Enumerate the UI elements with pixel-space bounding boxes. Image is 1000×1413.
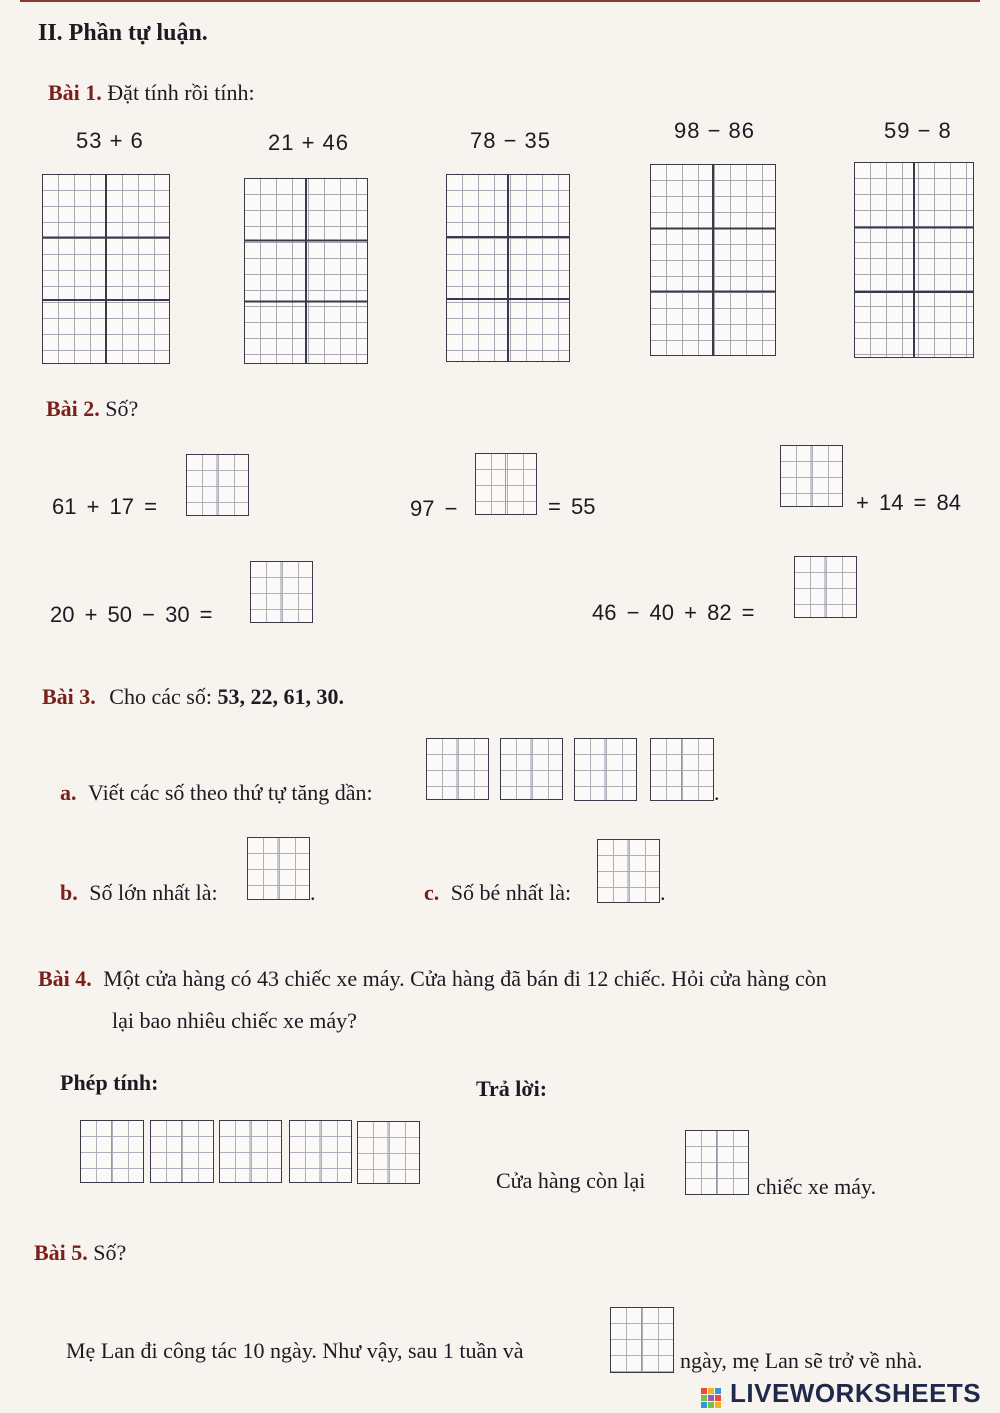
bai2-answer-box-1[interactable] — [186, 454, 249, 516]
bai1-text: Đặt tính rồi tính: — [107, 80, 255, 105]
bai1-work-grid-2[interactable] — [244, 178, 368, 364]
bai3-a-period: . — [714, 780, 720, 805]
bai2-label: Bài 2. — [46, 396, 100, 421]
section-title: II. Phần tự luận. — [38, 20, 208, 46]
bai4-calc-box-4[interactable] — [289, 1120, 352, 1183]
bai1-label: Bài 1. — [48, 80, 102, 105]
bai3-b-text: Số lớn nhất là: — [89, 880, 218, 905]
bai3-heading — [42, 684, 344, 710]
bai2-heading — [46, 396, 138, 422]
bai4-heading — [38, 966, 827, 992]
bai2-eq3-right: + 14 = 84 — [856, 490, 961, 515]
bai2-answer-box-4[interactable] — [250, 561, 313, 623]
bai3-text: Cho các số: — [109, 684, 212, 709]
bai1-problem-1: 53 + 6 — [76, 128, 144, 153]
bai1-work-grid-1[interactable] — [42, 174, 170, 364]
bai3-largest-box[interactable] — [247, 837, 310, 900]
bai5-sentence-before: Mẹ Lan đi công tác 10 ngày. Như vậy, sau 1 tuần và — [66, 1338, 524, 1363]
bai2-answer-box-3[interactable] — [780, 445, 843, 507]
bai3-a-line — [60, 780, 373, 806]
bai4-answer-after: chiếc xe máy. — [756, 1174, 877, 1199]
bai1-problem-2: 21 + 46 — [268, 130, 350, 155]
bai5-text: Số? — [93, 1240, 127, 1265]
bai4-calc-box-2[interactable] — [150, 1120, 214, 1183]
bai2-eq1-left: 61 + 17 = — [52, 494, 157, 519]
bai1-problem-3: 78 − 35 — [470, 128, 552, 153]
bai4-answer-before: Cửa hàng còn lại — [496, 1168, 646, 1193]
bai3-order-box-4[interactable] — [650, 738, 714, 801]
liveworksheets-brand — [700, 1378, 981, 1409]
bai4-label: Bài 4. — [38, 966, 92, 991]
bai4-phep-tinh-label: Phép tính: — [60, 1070, 159, 1095]
bai3-b-line — [60, 880, 218, 906]
bai3-order-box-3[interactable] — [574, 738, 637, 801]
bai3-smallest-box[interactable] — [597, 839, 660, 903]
liveworksheets-logo-icon — [700, 1387, 722, 1409]
bai1-work-grid-5[interactable] — [854, 162, 974, 358]
bai1-work-grid-3[interactable] — [446, 174, 570, 362]
bai2-eq4-left: 20 + 50 − 30 = — [50, 602, 213, 627]
bai2-eq2-right: = 55 — [548, 494, 596, 519]
bai2-answer-box-5[interactable] — [794, 556, 857, 618]
bai4-calc-box-5[interactable] — [357, 1121, 420, 1184]
bai4-answer-box[interactable] — [685, 1130, 749, 1195]
bai5-sentence-after: ngày, mẹ Lan sẽ trở về nhà. — [680, 1348, 923, 1373]
bai3-order-box-2[interactable] — [500, 738, 563, 800]
bai4-tra-loi-label: Trả lời: — [476, 1076, 548, 1101]
bai3-c-text: Số bé nhất là: — [450, 880, 572, 905]
bai4-text-line1: Một cửa hàng có 43 chiếc xe máy. Cửa hàng đã bán đi 12 chiếc. Hỏi cửa hàng còn — [103, 966, 827, 991]
bai2-answer-box-2[interactable] — [475, 453, 537, 515]
bai1-problem-4: 98 − 86 — [674, 118, 756, 143]
bai5-heading — [34, 1240, 126, 1266]
liveworksheets-brand-text: LIVEWORKSHEETS — [730, 1378, 982, 1408]
bai3-c-line — [424, 880, 571, 906]
bai1-heading — [48, 80, 255, 106]
bai3-c-label: c. — [424, 880, 440, 905]
bai3-a-label: a. — [60, 780, 77, 805]
bai2-eq5-left: 46 − 40 + 82 = — [592, 600, 755, 625]
bai3-order-box-1[interactable] — [426, 738, 489, 800]
bai3-c-period: . — [660, 880, 666, 905]
bai5-label: Bài 5. — [34, 1240, 88, 1265]
bai4-text-line2: lại bao nhiêu chiếc xe máy? — [112, 1008, 357, 1033]
bai3-b-period: . — [310, 880, 316, 905]
bai2-eq2-left: 97 − — [410, 496, 458, 521]
bai5-answer-box[interactable] — [610, 1307, 674, 1373]
bai3-numbers: 53, 22, 61, 30. — [217, 684, 344, 709]
bai3-label: Bài 3. — [42, 684, 96, 709]
bai4-calc-box-3[interactable] — [219, 1120, 282, 1183]
bai3-b-label: b. — [60, 880, 78, 905]
bai1-problem-5: 59 − 8 — [884, 118, 952, 143]
top-border — [20, 0, 980, 6]
bai2-text: Số? — [105, 396, 139, 421]
bai4-calc-box-1[interactable] — [80, 1120, 144, 1183]
bai3-a-text: Viết các số theo thứ tự tăng dần: — [88, 780, 373, 805]
bai1-work-grid-4[interactable] — [650, 164, 776, 356]
